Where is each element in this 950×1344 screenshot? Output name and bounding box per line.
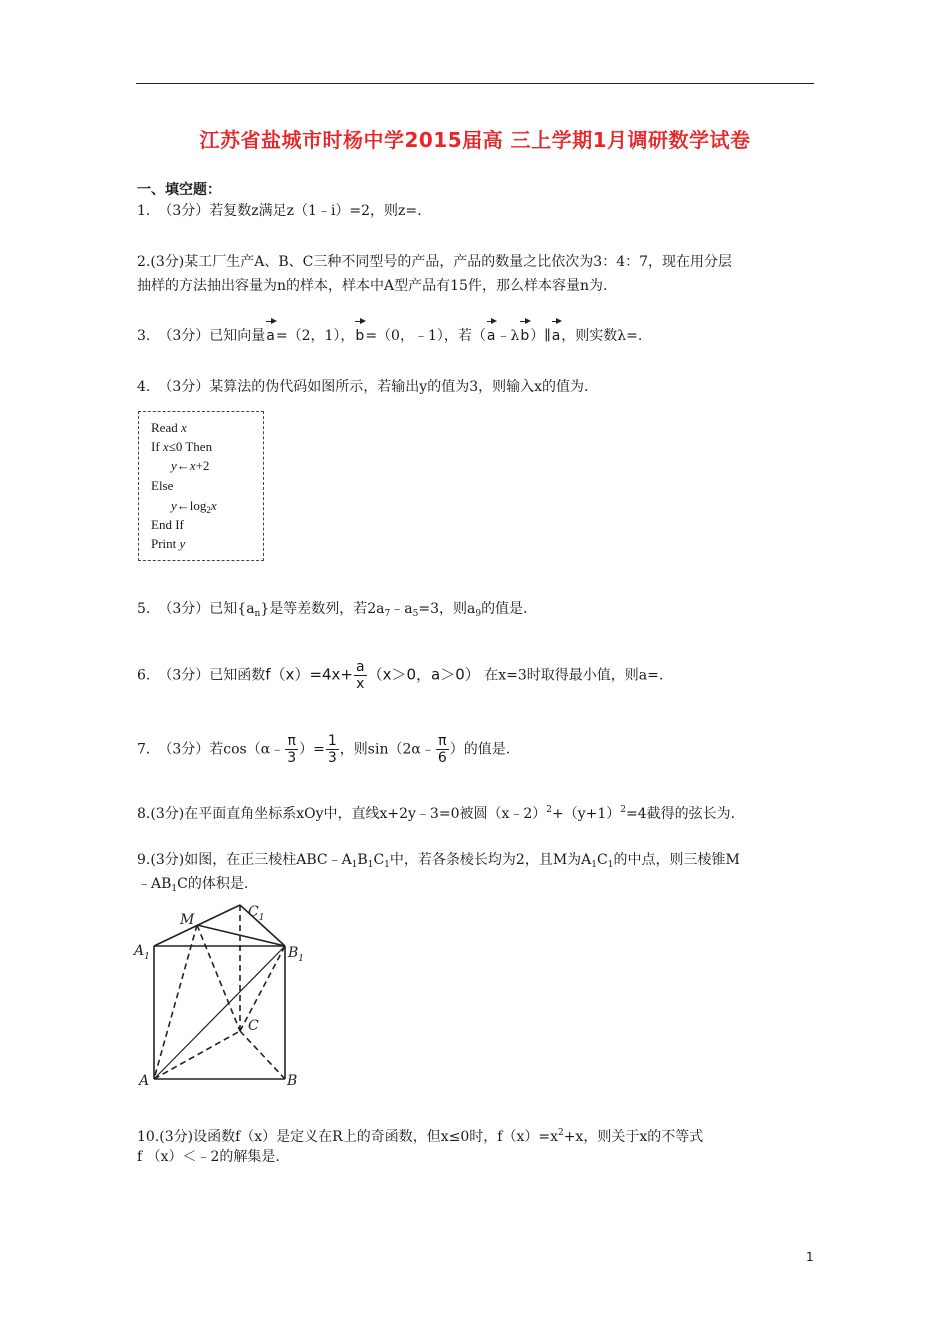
edge-A-B1 xyxy=(154,946,285,1079)
question-number: 9. xyxy=(137,852,151,868)
question-text: ﹣λ xyxy=(496,328,520,344)
label-M: M xyxy=(180,912,195,928)
question-text: 的值是. xyxy=(481,601,528,617)
edge-M-C xyxy=(197,925,240,1031)
fraction-1-over-3: $\frac{1}{3}$ xyxy=(327,733,337,766)
label-B1: $B_1$ xyxy=(288,945,305,964)
formula: f（x）=4x+ xyxy=(265,665,353,684)
question-5 xyxy=(137,597,817,626)
question-text-line2: f （x）＜﹣2的解集是. xyxy=(137,1149,280,1165)
question-3 xyxy=(137,324,817,348)
fraction-a-over-x: $\frac{a}{x}$ xyxy=(356,659,365,692)
question-text: B xyxy=(357,852,368,868)
page-title: 江苏省盐城市时杨中学2015届高 三上学期1月调研数学试卷 xyxy=(199,128,751,152)
subscript: 1 xyxy=(591,860,597,870)
header-rule xyxy=(136,83,814,84)
section-heading: 一、填空题： xyxy=(137,182,221,198)
question-7 xyxy=(137,733,817,766)
edge-M-B1 xyxy=(197,925,285,946)
question-text: 已知向量 xyxy=(209,328,266,344)
question-number: 2. xyxy=(137,254,151,270)
question-10 xyxy=(137,1121,817,1165)
question-text: C xyxy=(597,852,608,868)
edge-C-B1 xyxy=(240,946,285,1031)
question-score: (3分) xyxy=(150,806,185,822)
question-text-line2: 抽样的方法抽出容量为n的样本，样本中A型产品有15件，那么样本容量n为. xyxy=(137,278,608,294)
question-text: ）= xyxy=(299,741,325,758)
subscript: 1 xyxy=(367,860,374,870)
question-text: 在平面直角坐标系xOy中，直线x+2y﹣3=0被圆（x﹣2） xyxy=(184,806,547,822)
page-number: 1 xyxy=(806,1250,814,1264)
question-number: 10. xyxy=(137,1129,160,1145)
label-C1: $C_1$ xyxy=(248,904,265,923)
label-B: B xyxy=(287,1073,298,1089)
question-text: 若cos（α﹣ xyxy=(209,741,285,758)
question-text: 在x=3时取得最小值，则a=. xyxy=(484,667,664,684)
pseudocode-box xyxy=(138,411,264,561)
superscript: 2 xyxy=(557,1128,564,1138)
question-score: （3分） xyxy=(158,203,210,219)
question-text: =（0，﹣1），若（ xyxy=(365,328,486,344)
question-score: （3分） xyxy=(158,328,210,344)
code-line-print: Print y xyxy=(151,536,186,551)
subscript: 1 xyxy=(607,860,614,870)
subscript: 1 xyxy=(384,860,390,870)
label-A1: $A_1$ xyxy=(134,943,150,962)
question-1 xyxy=(137,199,817,223)
subscript: 9 xyxy=(475,609,482,619)
question-text: 的中点，则三棱锥M xyxy=(613,852,740,868)
question-2 xyxy=(137,250,817,294)
question-text: 已知函数 xyxy=(209,667,266,684)
question-score: （3分） xyxy=(158,601,210,617)
vector-a: a xyxy=(265,324,276,348)
question-text: }是等差数列，若2a xyxy=(260,601,385,617)
question-text: =（2，1）， xyxy=(275,328,355,344)
question-score: (3分) xyxy=(150,852,185,868)
fraction-pi-over-6: $\frac{\pi}{6}$ xyxy=(437,733,447,766)
question-score: (3分) xyxy=(150,254,185,270)
question-text: ）∥ xyxy=(530,328,551,344)
question-score: (3分) xyxy=(159,1129,194,1145)
question-text: =4截得的弦长为. xyxy=(626,806,736,822)
subscript: 5 xyxy=(412,609,419,619)
question-4 xyxy=(137,375,817,399)
code-line-else-assign: $y\leftarrow\log_2x$ xyxy=(171,498,217,515)
question-text-line1: 某工厂生产A、B、C三种不同型号的产品，产品的数量之比依次为3：4：7，现在用分层 xyxy=(184,254,733,270)
question-text: +x，则关于x的不等式 xyxy=(563,1129,704,1145)
question-8 xyxy=(137,798,817,826)
fraction-pi-over-3: $\frac{\pi}{3}$ xyxy=(287,733,297,766)
question-number: 8. xyxy=(137,806,151,822)
question-text: ，则实数λ=. xyxy=(561,328,643,344)
subscript: 1 xyxy=(351,860,358,870)
question-number: 1. xyxy=(137,203,151,219)
question-number: 3. xyxy=(137,328,151,344)
code-line-then-assign: y←x+2 xyxy=(171,458,210,473)
question-number: 7. xyxy=(137,741,151,758)
question-score: （3分） xyxy=(158,667,210,684)
vector-b: b xyxy=(354,324,365,348)
label-A: A xyxy=(139,1073,150,1089)
question-text-line2: $﹣AB_1C$的体积是. xyxy=(137,876,249,894)
question-text: +（y+1） xyxy=(552,806,621,822)
code-line-else: Else xyxy=(151,478,174,493)
question-6 xyxy=(137,659,817,692)
superscript: 2 xyxy=(546,805,553,815)
formula: （x＞0，a＞0） xyxy=(367,665,480,684)
edge-A-C xyxy=(154,1031,240,1079)
question-text: =3，则a xyxy=(418,601,476,617)
subscript: n xyxy=(254,609,261,619)
superscript: 2 xyxy=(620,805,627,815)
question-text: C xyxy=(373,852,385,868)
prism-figure xyxy=(130,893,320,1093)
question-text: 如图，在正三棱柱ABC﹣A xyxy=(184,852,352,868)
question-text: 若复数z满足z（1﹣i）=2，则z=. xyxy=(209,203,422,219)
question-number: 6. xyxy=(137,667,151,684)
question-score: （3分） xyxy=(158,741,210,758)
question-text: ﹣a xyxy=(390,601,413,617)
question-number: 4. xyxy=(137,379,151,395)
question-text: 已知{a xyxy=(209,601,255,617)
question-number: 5. xyxy=(137,601,151,617)
vector-a: a xyxy=(486,324,497,348)
edge-M-A xyxy=(154,925,197,1079)
question-text: ）的值是. xyxy=(449,741,511,758)
code-line-endif: End If xyxy=(151,517,184,532)
code-line-if: If x≤0 Then xyxy=(151,439,213,454)
label-C: C xyxy=(248,1018,259,1034)
subscript: 7 xyxy=(384,609,391,619)
question-text: 设函数f（x）是定义在R上的奇函数，但x≤0时，f（x）=x xyxy=(193,1129,558,1145)
edge-C-B xyxy=(240,1031,285,1079)
question-score: （3分） xyxy=(158,379,210,395)
question-text: 某算法的伪代码如图所示，若输出y的值为3，则输入x的值为. xyxy=(209,379,589,395)
code-line-read: Read x xyxy=(151,420,187,435)
vector-b: b xyxy=(519,324,530,348)
question-text: ，则sin（2α﹣ xyxy=(339,741,435,758)
vector-a: a xyxy=(551,324,562,348)
question-9 xyxy=(137,848,817,894)
question-text: 中，若各条棱长均为2，且M为A xyxy=(389,852,592,868)
